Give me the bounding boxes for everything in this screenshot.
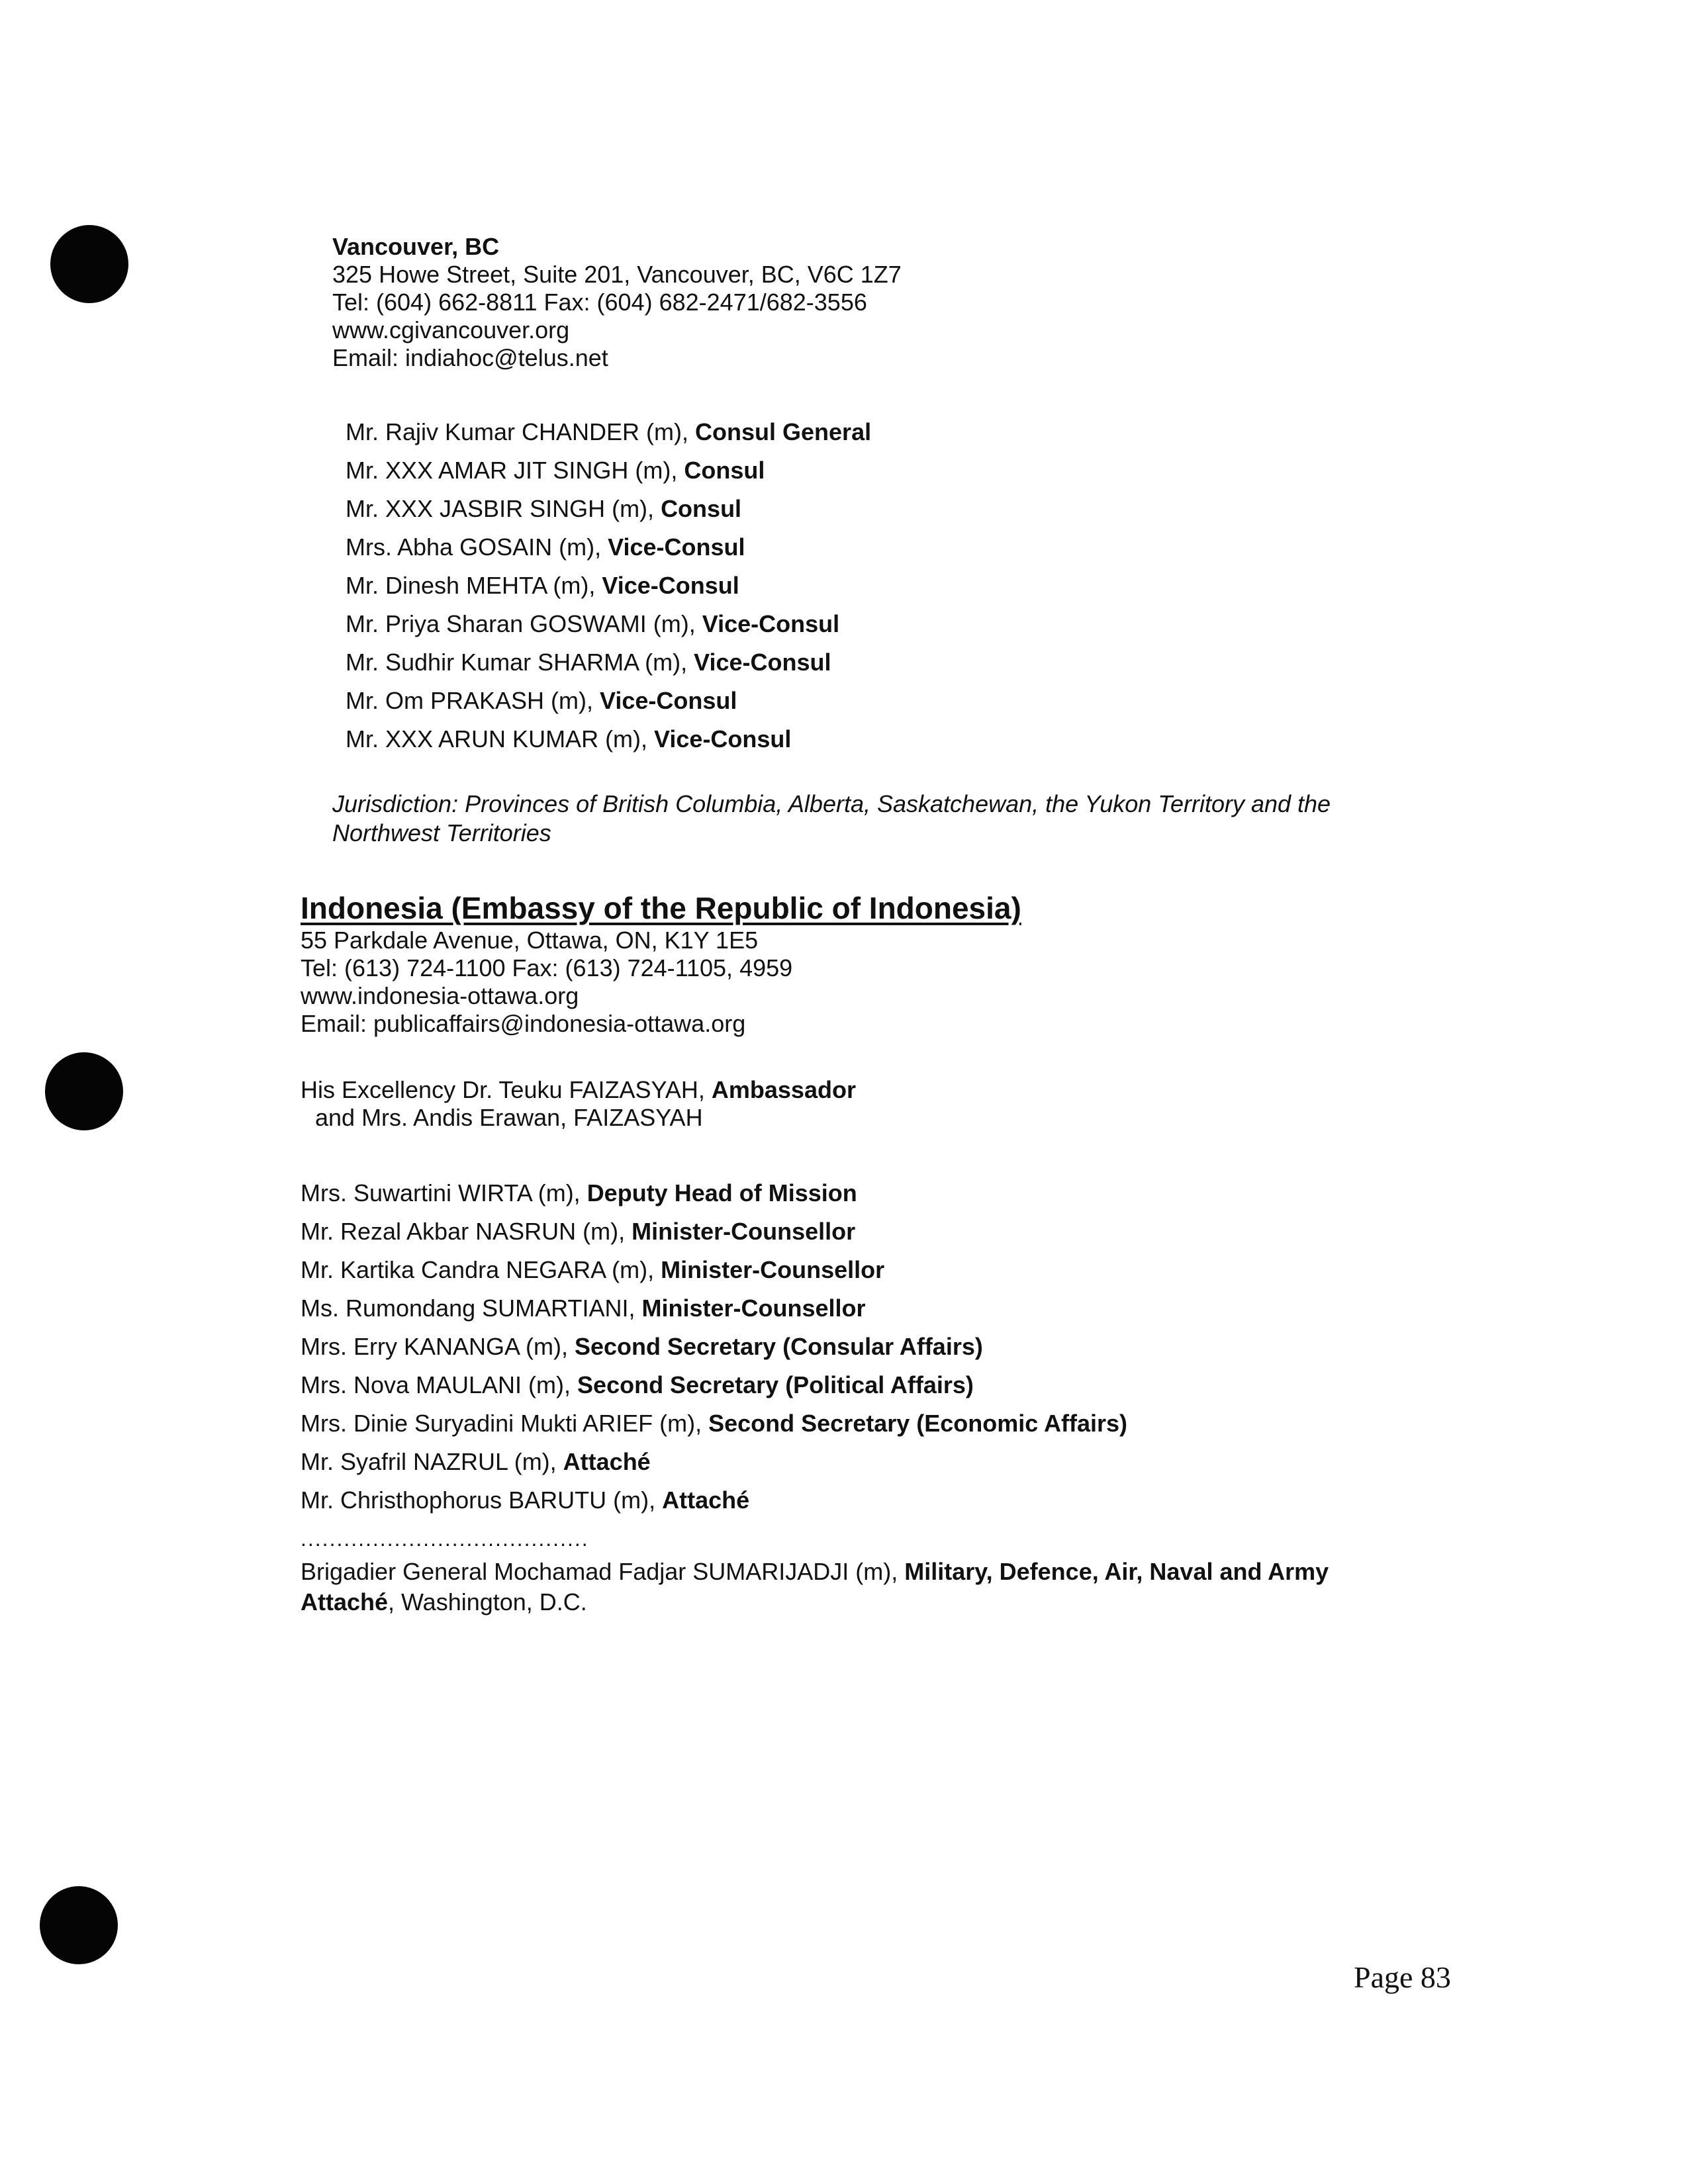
staff-row <box>346 418 871 446</box>
staff-row <box>301 1333 983 1361</box>
staff-name: Mrs. Abha GOSAIN (m), <box>346 533 608 561</box>
staff-title: Vice-Consul <box>702 610 840 637</box>
staff-row <box>301 1486 749 1514</box>
staff-row <box>346 572 739 600</box>
staff-row <box>301 1179 857 1207</box>
staff-name: Mr. Om PRAKASH (m), <box>346 687 600 714</box>
staff-name: Mrs. Dinie Suryadini Mukti ARIEF (m), <box>301 1410 709 1437</box>
staff-title: Minister-Counsellor <box>632 1218 856 1245</box>
staff-title: Consul <box>684 457 765 484</box>
staff-name: Mr. XXX ARUN KUMAR (m), <box>346 725 655 752</box>
staff-name: Mr. Rezal Akbar NASRUN (m), <box>301 1218 632 1245</box>
staff-name: Mr. Rajiv Kumar CHANDER (m), <box>346 418 696 445</box>
staff-title: Minister-Counsellor <box>641 1295 866 1322</box>
staff-title: Vice-Consul <box>654 725 792 752</box>
punch-hole <box>40 1886 118 1964</box>
staff-name: Mrs. Nova MAULANI (m), <box>301 1371 578 1398</box>
staff-name: Mr. Sudhir Kumar SHARMA (m), <box>346 649 694 676</box>
embassy-heading: Indonesia (Embassy of the Republic of Indonesia) <box>301 891 1021 925</box>
staff-title: Second Secretary (Economic Affairs) <box>708 1410 1127 1437</box>
staff-title: Vice-Consul <box>608 533 745 561</box>
staff-row <box>301 1448 651 1476</box>
staff-name: Mr. Kartika Candra NEGARA (m), <box>301 1256 661 1283</box>
staff-row <box>301 1218 855 1246</box>
dotted-separator: ........................................ <box>301 1527 589 1551</box>
staff-title: Consul General <box>695 418 872 445</box>
staff-title: Second Secretary (Political Affairs) <box>577 1371 974 1398</box>
staff-name: Mrs. Erry KANANGA (m), <box>301 1333 575 1360</box>
staff-name: Mr. Christhophorus BARUTU (m), <box>301 1486 663 1514</box>
city-heading: Vancouver, BC <box>332 233 500 260</box>
website-link[interactable]: www.cgivancouver.org <box>332 316 570 343</box>
staff-row <box>301 1410 1127 1437</box>
staff-name: Mr. Syafril NAZRUL (m), <box>301 1448 563 1475</box>
punch-hole <box>45 1052 123 1130</box>
staff-row <box>301 1256 884 1284</box>
tel-fax: Tel: (604) 662-8811 Fax: (604) 682-2471/682-3556 <box>332 289 867 316</box>
military-attache-row-cont <box>301 1588 587 1616</box>
website-link[interactable]: www.indonesia-ottawa.org <box>301 982 579 1009</box>
address: 55 Parkdale Avenue, Ottawa, ON, K1Y 1E5 <box>301 927 759 954</box>
ambassador-title: Ambassador <box>711 1076 856 1103</box>
staff-name: Mr. XXX JASBIR SINGH (m), <box>346 495 661 522</box>
staff-name: Mr. Dinesh MEHTA (m), <box>346 572 602 599</box>
jurisdiction-cont: Northwest Territories <box>332 819 551 846</box>
ambassador-row <box>301 1076 856 1104</box>
staff-row <box>346 687 737 715</box>
staff-title: Vice-Consul <box>694 649 831 676</box>
staff-name: Mrs. Suwartini WIRTA (m), <box>301 1179 587 1206</box>
staff-title: Vice-Consul <box>600 687 737 714</box>
staff-row <box>301 1295 866 1322</box>
jurisdiction: Jurisdiction: Provinces of British Columbia, Alberta, Saskatchewan, the Yukon Territory and the <box>332 790 1331 817</box>
address: 325 Howe Street, Suite 201, Vancouver, BC, V6C 1Z7 <box>332 261 902 288</box>
ambassador-name: His Excellency Dr. Teuku FAIZASYAH, <box>301 1076 712 1103</box>
military-name: Brigadier General Mochamad Fadjar SUMARIJADJI (m), <box>301 1558 905 1585</box>
military-attache-row <box>301 1558 1329 1586</box>
staff-name: Mr. Priya Sharan GOSWAMI (m), <box>346 610 702 637</box>
staff-row <box>346 495 741 523</box>
ambassador-spouse: and Mrs. Andis Erawan, FAIZASYAH <box>315 1104 703 1131</box>
staff-title: Vice-Consul <box>602 572 739 599</box>
staff-title: Consul <box>661 495 742 522</box>
staff-row <box>346 649 831 676</box>
punch-hole <box>50 225 128 303</box>
staff-row <box>346 725 791 753</box>
email[interactable]: Email: publicaffairs@indonesia-ottawa.org <box>301 1010 746 1037</box>
staff-row <box>301 1371 974 1399</box>
staff-title: Deputy Head of Mission <box>586 1179 857 1206</box>
staff-row <box>346 533 745 561</box>
military-location: , Washington, D.C. <box>388 1588 587 1615</box>
staff-name: Ms. Rumondang SUMARTIANI, <box>301 1295 642 1322</box>
military-title-cont: Attaché <box>301 1588 389 1615</box>
staff-title: Second Secretary (Consular Affairs) <box>575 1333 983 1360</box>
staff-title: Minister-Counsellor <box>661 1256 885 1283</box>
tel-fax: Tel: (613) 724-1100 Fax: (613) 724-1105, 4959 <box>301 954 793 981</box>
staff-row <box>346 457 765 484</box>
military-title: Military, Defence, Air, Naval and Army <box>904 1558 1329 1585</box>
page-number: Page 83 <box>1354 1960 1451 1994</box>
staff-title: Attaché <box>563 1448 651 1475</box>
email[interactable]: Email: indiahoc@telus.net <box>332 344 608 371</box>
staff-row <box>346 610 839 638</box>
staff-name: Mr. XXX AMAR JIT SINGH (m), <box>346 457 684 484</box>
staff-title: Attaché <box>662 1486 750 1514</box>
